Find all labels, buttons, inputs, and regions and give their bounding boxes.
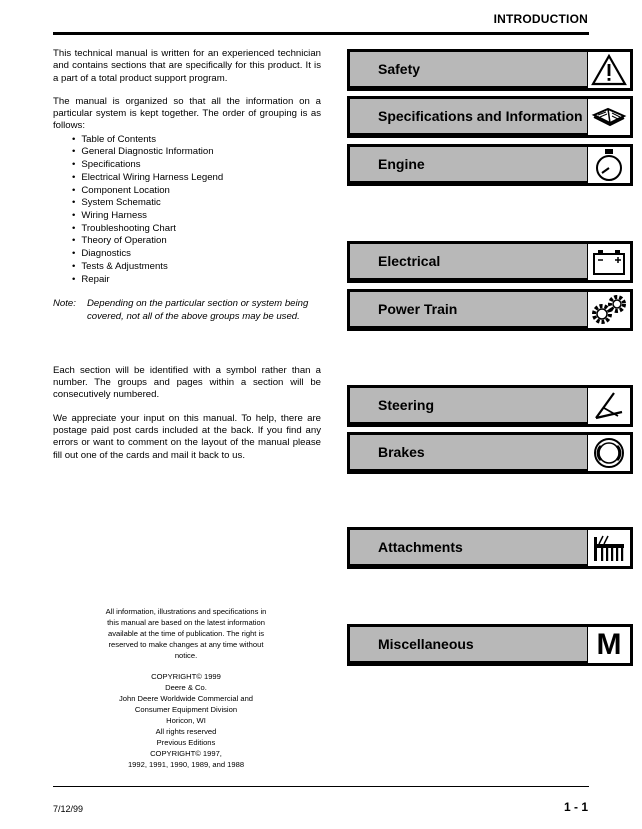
- section-tab-miscellaneous[interactable]: [347, 624, 633, 666]
- group-list: [53, 134, 321, 286]
- copyright-line: 1992, 1991, 1990, 1989, and 1988: [127, 760, 245, 769]
- section-tab-label: Safety: [378, 60, 421, 77]
- intro-paragraph-4: We appreciate your input on this manual. To help, there are postage paid post cards included at the back. If you find any errors or want to comment on the layout of the manual please fill out one of the cards and mail it back to us.: [53, 412, 321, 461]
- copyright-line: COPYRIGHT© 1997,: [150, 749, 222, 758]
- footer-date: 7/12/99: [53, 804, 84, 814]
- section-tab-safety[interactable]: [347, 49, 633, 91]
- group-list-item: • Component Location: [72, 185, 321, 198]
- header-title: INTRODUCTION: [493, 12, 588, 26]
- copyright-notice: [100, 606, 272, 770]
- letter-m-icon: [588, 627, 630, 663]
- gears-icon: [588, 292, 630, 328]
- stopwatch-icon: [588, 147, 630, 183]
- rake-attachment-icon: [588, 530, 630, 566]
- copyright-line: John Deere Worldwide Commercial and: [118, 694, 254, 703]
- section-tab-electrical[interactable]: [347, 241, 633, 283]
- group-list-item: • Diagnostics: [72, 248, 321, 261]
- header-rule: [53, 32, 589, 35]
- section-tab-label: Engine: [378, 155, 425, 172]
- intro-paragraph-3: Each section will be identified with a symbol rather than a number. The groups and pages within a section will be consecutively numbered.: [53, 364, 321, 401]
- group-list-item: • System Schematic: [72, 197, 321, 210]
- section-tab-label: Miscellaneous: [378, 635, 474, 652]
- group-list-item: • Tests & Adjustments: [72, 261, 321, 274]
- copyright-line: Previous Editions: [156, 738, 216, 747]
- intro-paragraph-1: This technical manual is written for an experienced technician and contains sections that are specifically for this product. It is a part of a total product support program.: [53, 48, 321, 84]
- section-tab-brakes[interactable]: [347, 432, 633, 474]
- footer-rule: [53, 786, 589, 787]
- section-tab-label: Brakes: [378, 443, 425, 460]
- section-tab-engine[interactable]: [347, 144, 633, 186]
- note-text: Depending on the particular section or system being covered, not all of the above groups may be used.: [87, 298, 309, 322]
- intro-text-column: [53, 48, 321, 473]
- section-tab-label: Electrical: [378, 252, 441, 269]
- battery-icon: [588, 244, 630, 280]
- open-book-icon: [588, 99, 630, 135]
- group-list-item: • Table of Contents: [72, 134, 321, 147]
- group-list-item: • General Diagnostic Information: [72, 146, 321, 159]
- warning-triangle-icon: [588, 52, 630, 88]
- page-number: 1 - 1: [563, 800, 588, 814]
- section-tab-power-train[interactable]: [347, 289, 633, 331]
- copyright-line: COPYRIGHT© 1999: [151, 672, 221, 681]
- group-list-item: • Troubleshooting Chart: [72, 223, 321, 236]
- copyright-line: Consumer Equipment Division: [134, 705, 238, 714]
- section-tab-label: Attachments: [378, 538, 463, 555]
- letter-m-glyph: M: [596, 628, 622, 661]
- intro-paragraph-2: The manual is organized so that all the information on a particular system is kept together. The order of grouping is as follows:: [53, 95, 321, 132]
- section-tab-label: Steering: [378, 396, 435, 413]
- group-list-item: • Theory of Operation: [72, 235, 321, 248]
- copyright-line: All rights reserved: [155, 727, 217, 736]
- group-list-item: • Electrical Wiring Harness Legend: [72, 172, 321, 185]
- section-tab-label: Power Train: [378, 300, 458, 317]
- copyright-line: Horicon, WI: [166, 716, 206, 725]
- section-tab-label: Specifications and Information: [378, 107, 583, 124]
- note: [53, 298, 321, 323]
- section-tab-attachments[interactable]: [347, 527, 633, 569]
- brake-drum-icon: [588, 435, 630, 471]
- copyright-disclaimer: All information, illustrations and specifications in this manual are based on the latest information available at the time of publication. The right is reserved to make changes at any time without notice.: [105, 607, 267, 660]
- note-label: Note:: [53, 298, 76, 310]
- group-list-item: • Specifications: [72, 159, 321, 172]
- section-tab-specifications[interactable]: [347, 96, 633, 138]
- section-tab-steering[interactable]: [347, 385, 633, 427]
- group-list-item: • Wiring Harness: [72, 210, 321, 223]
- copyright-line: Deere & Co.: [165, 683, 207, 692]
- group-list-item: • Repair: [72, 274, 321, 287]
- steering-arm-icon: [588, 388, 630, 424]
